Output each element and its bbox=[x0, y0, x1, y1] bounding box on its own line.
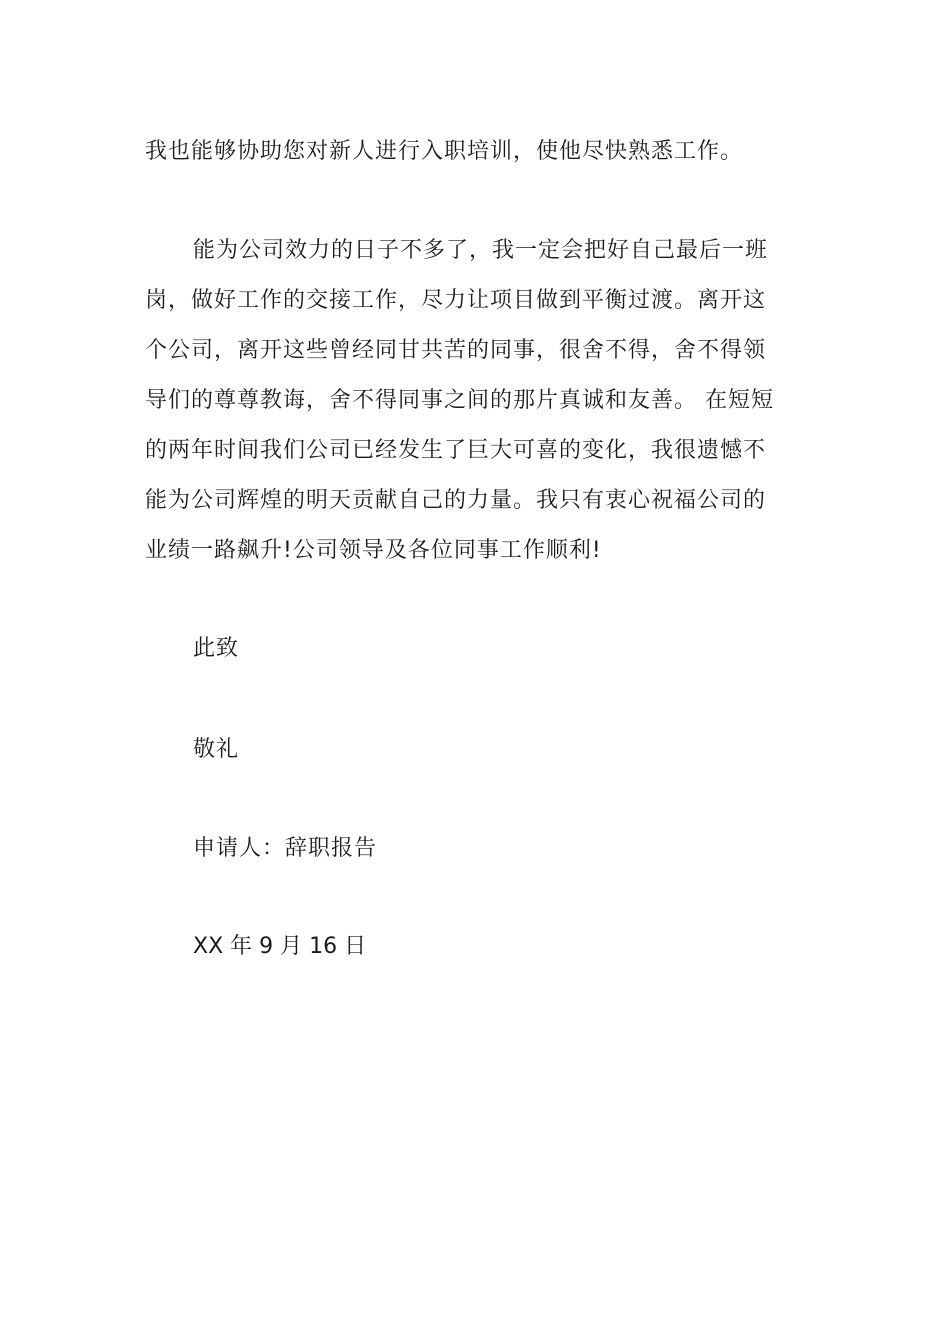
paragraph-2-line-1: 能为公司效力的日子不多了，我一定会把好自己最后一班 bbox=[193, 238, 769, 263]
paragraph-2-line-5: 的两年时间我们公司已经发生了巨大可喜的变化，我很遗憾不 bbox=[145, 438, 767, 463]
salutation-cizhi: 此致 bbox=[193, 636, 240, 661]
paragraph-2-line-3: 个公司，离开这些曾经同甘共苦的同事，很舍不得，舍不得领 bbox=[145, 338, 767, 363]
paragraph-2-line-2: 岗，做好工作的交接工作，尽力让项目做到平衡过渡。离开这 bbox=[145, 288, 767, 313]
paragraph-2-line-6: 能为公司辉煌的明天贡献自己的力量。我只有衷心祝福公司的 bbox=[145, 488, 767, 513]
date-line: XX 年 9 月 16 日 bbox=[193, 934, 367, 959]
applicant-line: 申请人：辞职报告 bbox=[193, 836, 378, 861]
paragraph-2-line-7: 业绩一路飙升!公司领导及各位同事工作顺利! bbox=[145, 538, 602, 563]
paragraph-2-line-4: 导们的尊尊教诲，舍不得同事之间的那片真诚和友善。 在短短 bbox=[145, 388, 774, 413]
paragraph-1-line-1: 我也能够协助您对新人进行入职培训，使他尽快熟悉工作。 bbox=[145, 139, 744, 164]
salutation-jingli: 敬礼 bbox=[193, 737, 240, 762]
